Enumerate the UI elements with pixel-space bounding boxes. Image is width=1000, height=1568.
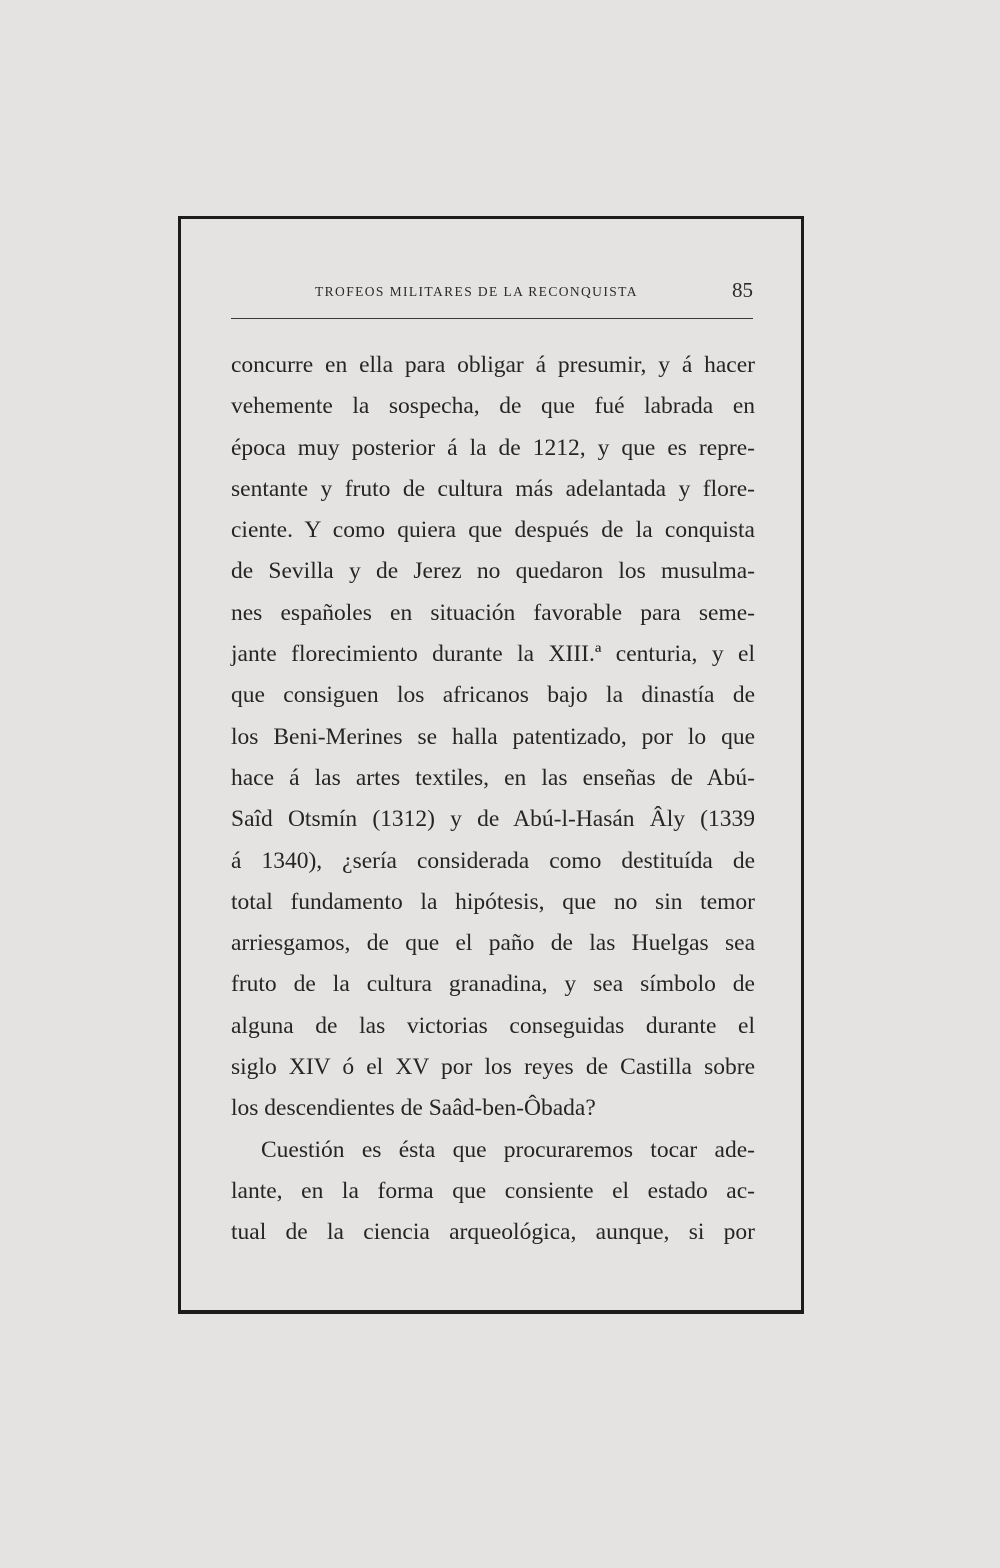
text-line: concurre en ella para obligar á presumir, y á hacer — [231, 352, 755, 378]
text-line: tual de la ciencia arqueológica, aunque, si por — [231, 1219, 755, 1246]
text-line: nes españoles en situación favorable para seme- — [231, 599, 755, 626]
text-line: Cuestión es ésta que procuraremos tocar ade- — [261, 1136, 755, 1163]
text-line: siglo XIV ó el XV por los reyes de Castilla sobre — [231, 1054, 755, 1081]
text-line: hace á las artes textiles, en las enseñas de Abú- — [231, 764, 755, 791]
text-line: Saîd Otsmín (1312) y de Abú-l-Hasán Âly (1339 — [231, 806, 755, 833]
running-title: TROFEOS MILITARES DE LA RECONQUISTA — [315, 284, 638, 299]
text-line: época muy posterior á la de 1212, y que es repre- — [231, 434, 755, 461]
header-rule — [231, 318, 753, 319]
text-line: jante florecimiento durante la XIII.ª centuria, y el — [231, 641, 755, 668]
text-line: ciente. Y como quiera que después de la conquista — [231, 517, 755, 544]
text-line: que consiguen los africanos bajo la dinastía de — [231, 682, 755, 709]
text-line: total fundamento la hipótesis, que no sin temor — [231, 888, 755, 915]
body-text — [231, 345, 755, 1254]
running-head — [231, 278, 755, 314]
text-line: arriesgamos, de que el paño de las Huelgas sea — [231, 930, 755, 957]
text-line: alguna de las victorias conseguidas durante el — [231, 1012, 755, 1039]
text-line: fruto de la cultura granadina, y sea símbolo de — [231, 971, 755, 998]
text-line: sentante y fruto de cultura más adelantada y flore- — [231, 475, 755, 502]
text-line: de Sevilla y de Jerez no quedaron los musulma- — [231, 558, 755, 585]
text-line: los descendientes de Saâd-ben-Ôbada? — [231, 1095, 596, 1122]
text-line: lante, en la forma que consiente el estado ac- — [231, 1177, 755, 1204]
text-line: los Beni-Merines se halla patentizado, por lo que — [231, 723, 755, 750]
page-number: 85 — [732, 278, 753, 302]
text-line: á 1340), ¿sería considerada como destituída de — [231, 847, 755, 874]
text-line: vehemente la sospecha, de que fué labrada en — [231, 393, 755, 420]
